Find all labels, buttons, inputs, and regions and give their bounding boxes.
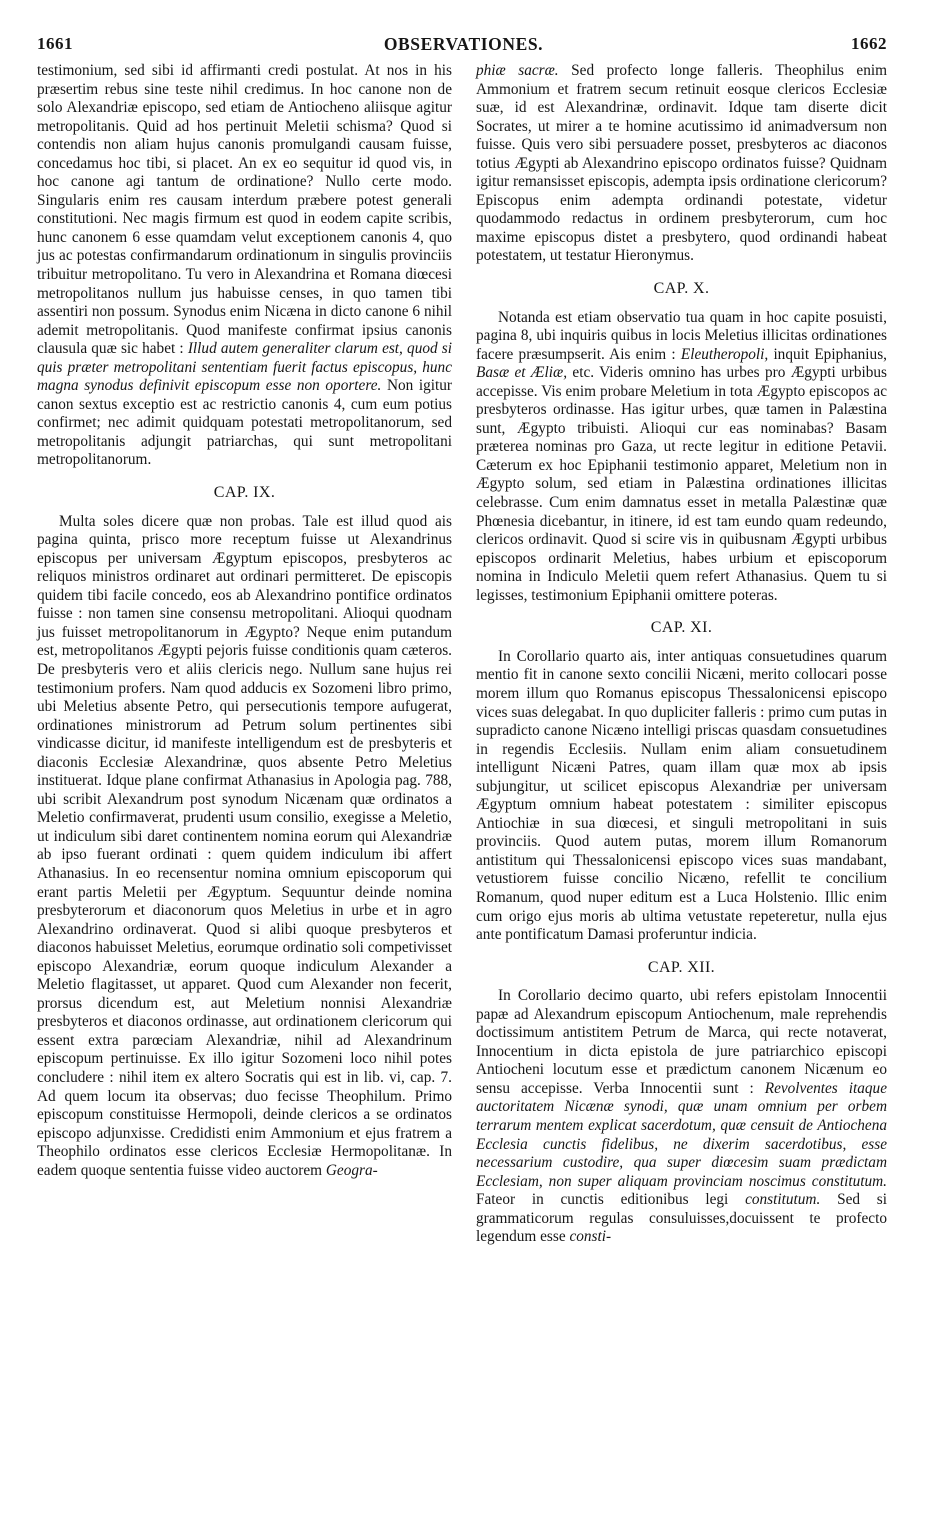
text-run: inquit Epiphanius, bbox=[773, 345, 887, 363]
italic-word: consti- bbox=[569, 1228, 612, 1246]
paragraph bbox=[37, 513, 452, 1181]
chapter-heading: CAP. IX. bbox=[213, 484, 276, 502]
left-column bbox=[37, 62, 452, 1180]
chapter-heading: CAP. XI. bbox=[650, 619, 713, 637]
italic-word: Eleutheropoli, bbox=[680, 345, 769, 363]
paragraph bbox=[37, 62, 452, 470]
text-run: Sed si grammaticorum regulas consuluisses,docuissent te profecto legendum esse bbox=[476, 1191, 888, 1246]
page-number-right: 1662 bbox=[851, 34, 887, 53]
chapter-heading: CAP. XII. bbox=[647, 958, 716, 976]
paragraph bbox=[476, 648, 887, 945]
italic-word: Basæ et Æliæ, bbox=[476, 364, 568, 382]
text-run: testimonium, sed sibi id affirmanti credi postulat. At nos in his præsertim rebus sine teste nihil credimus. In hoc canone non de solo Alexandriæ episcopo, sed etiam de Antiocheno aliisque agitur metropolitanis. Quid ad hos pertinuit Meletii schisma? Quod si contendis non aliam hujus canonis promulgandi causam fuisse, concedamus hoc tibi, si placet. An ex eo sequitur id quod vis, in hoc canone agi tantum de ordinatione? Nullo certe modo. Singularis enim res causam interdum præbere potest generali constitutioni. Nec magis firmum est quod in eodem capite scribis, hunc canonem 6 esse quamdam velut exceptionem canonis 4, quo jus ac potestas confirmandarum ordinationum in singulis provinciis tribuitur metropolitano. Tu vero in Alexandrina et Romana diœcesi metropolitanos nullum jus habuisse censes, in quo tamen tibi assentiri non possum. Synodus enim Nicæna in dicto canone 6 nihil ademit metropolitanis. Quod manifeste confirmat ipsius canonis clausula quæ sic habet : bbox=[37, 62, 452, 358]
italic-word: constitutum. bbox=[745, 1191, 821, 1209]
italic-quote: Revolventes itaque auctoritatem Nicænæ synodi, quæ unam omnium per orbem terrarum mentem explicat sacerdotum, quæ censuit de Antiochena Ecclesia cunctis fidelibus, ne dixerim sacerdotibus, esse necessarium custodire, qua super diœcesim suam prædictam Ecclesiam, non super aliquam provinciam noscimus constitutum. bbox=[476, 1079, 887, 1190]
chapter-heading: CAP. X. bbox=[653, 280, 710, 298]
paragraph bbox=[476, 62, 887, 266]
paragraph bbox=[476, 987, 887, 1247]
right-column bbox=[476, 62, 887, 1247]
paragraph bbox=[476, 309, 887, 606]
italic-word: phiæ sacræ. bbox=[476, 62, 559, 79]
text-run: In Corollario decimo quarto, ubi refers epistolam Innocentii papæ ad Alexandrum episcopum Antiochenum, male reprehendis doctissimum antistitem Petrum de Marca, qui recte notaverat, Innocentium in dicta epistola de jure patriarchico episcopi Antiocheni locutum esse et prædictum canonem Nicænum eo sensu accepisse. Verba Innocentii sunt : bbox=[476, 987, 887, 1097]
italic-word: Geogra- bbox=[325, 1161, 378, 1179]
text-run: Multa soles dicere quæ non probas. Tale est illud quod ais pagina quinta, prisco more receptum fuisse ut Alexandrinus episcopus per universam Ægyptum episcopos, presbyteros ac reliquos ministros ordinaret aut ordinari permitteret. De episcopis quidem tibi facile concedo, eos ab Alexandrino pontifice ordinatos fuisse : non tamen sine consensu metropolitani. Alioqui quodnam jus fuisset metropolitanorum in Ægypto? Neque enim putandum est, metropolitanos Ægypti pejoris fuisse conditionis quam cæteros. De presbyteris vero et aliis clericis nego. Nullum sane hujus rei testimonium profers. Nam quod adducis ex Sozomeni libro primo, ubi Meletius absente Petro, qui persecutionis tempore aufugerat, ordinationes ministrorum ad Petrum solum pertinentes sibi vindicasse dicitur, id manifeste intelligendum est de presbyteris et diaconis Ecclesiæ Alexandrinæ, quos absente Petro Meletius instituerat. Idque plane confirmat Athanasius in Apologia pag. 788, ubi scribit Alexandrum post synodum Nicænam quæ ordinatos a Meletio confirmaverat, prudenti usum consilio, exegisse a Meletio, ut indiculum sibi daret continentem nomina eorum qui Alexandriæ ab ipso fuerant ordinati : quem quidem indiculum ibi affert Athanasius. In eo recensentur nomina omnium episcoporum qui erant partis Meletii per Ægyptum. Sequuntur deinde nomina presbyterorum et diaconorum quos Meletius in urbe et in agro Alexandrino ordinaverat. Quod si alibi quoque presbyteros et diaconos habuisset Meletius, eorumque ordinatio soli competivisset episcopo Alexandriæ, eorum quoque indiculum Alexander a Meletio flagitasset, ut apparet. Quod cum Alexander non fecerit, prorsus dicendum est, aut Meletium nonnisi Alexandriæ presbyteros et diaconos ordinasse, aut ordinationem clericorum qui essent extra parœciam Alexandriæ, nihil ad Alexandrinum episcopum pertinuisse. Ex illo igitur Sozomeni loco nihil potes concludere : nihil item ex altero Socratis qui est in lib. vi, cap. 7. Ad quem locum ita observas; duo fecisse Theophilum. Primo episcopum constituisse Hermopoli, deinde clericos a se ordinatos episcopo adjunxisse. Credidisti enim Ammonium et ejus fratrem a Theophilo ordinatos esse clericos Ecclesiæ Hermopolitanæ. In eadem quoque sententia fuisse video auctorem bbox=[37, 512, 452, 1179]
text-run: Notanda est etiam observatio tua quam in hoc capite posuisti, pagina 8, ubi inquiris quibus in locis Meletius illicitas ordinationes facere præsumpserit. Ais enim : bbox=[476, 308, 887, 363]
text-run: Sed profecto longe falleris. Theophilus enim Ammonium et fratrem secum retinuit eosque clericos Ecclesiæ suæ, id est Alexandrinæ, ordinavit. Idque tam diserte dicit Socrates, ut mirer a te homine acutissimo id animadversum non fuisse. Quis vero sibi persuadere posset, presbyteros ac diaconos totius Ægypti ab Alexandrino episcopo ordinatos fuisse? Quidnam igitur remansisset episcopis, adempta ipsis ordinatione clericorum? Episcopus enim adempta ordinandi potestate, videtur quodammodo redactus in ordinem presbyterorum, cum hoc maxime episcopus distet a presbytero, quod ordinandi habeat potestatem, ut testatur Hieronymus. bbox=[476, 62, 888, 265]
page-number-left: 1661 bbox=[37, 34, 73, 53]
running-title: OBSERVATIONES. bbox=[383, 34, 544, 54]
text-run: Fateor in cunctis editionibus legi bbox=[476, 1191, 729, 1209]
text-run: In Corollario quarto ais, inter antiquas consuetudines quarum mentio fit in canone sexto concilii Nicæni, merito collocari posse morem illum quo Romanus episcopus Thessalonicensi episcopo vices suas delegabat. In quo dupliciter falleris : primo cum putas in supradicto canone Nicæno intelligi priscas quasdam consuetudines in regendis Ecclesiis. Nullam enim aliam consuetudinem intelligunt Nicæni Patres, quam illam quæ mox ab ipsis subjungitur, ut scilicet episcopus Alexandriæ per universam Ægyptum omnium habeat potestatem : similiter episcopus Antiochiæ in sua diœcesi, et singuli metropolitani in suis provinciis. Quod autem putas, morem illum Romanorum antistitum qui Thessalonicensi episcopo vices suas mandabant, vetustiorem fuisse concilio Nicæno, refellit te concilium Romanum, quod nuper editum est a Luca Holstenio. Illic enim cum origo ejus moris ab ultima vetustate repeteretur, nulla ejus ante pontificatum Damasi proferuntur indicia. bbox=[476, 647, 887, 944]
text-run: etc. Videris omnino has urbes pro Ægypti urbibus accepisse. Vis enim probare Meletium in tota Ægypto episcopos ac presbyteros ordinasse. Has igitur urbes, quæ tamen in Palæstina sunt, Ægypto tribuisti. Alioqui cur eas nominabas? Basam præterea nominas pro Gaza, ut recte legitur in editione Petavii. Cæterum ex hoc Epiphanii testimonio apparet, Meletium non in Ægypto solum, sed etiam in Palæstina ordinationes illicitas celebrasse. Cum enim damnatus esset in metalla Palæstinæ quæ Phœnesia dicebantur, in itinere, id est tam eundo quam redeundo, clericos ordinavit. Quod si scire vis in quibusnam Ægypti urbibus episcopos ordinarit Meletius, habes urbium et episcoporum nomina in Indiculo Meletii quem refert Athanasius. Quem tu si legisses, testimonium Epiphanii omittere poteras. bbox=[476, 364, 888, 604]
text-run: Non igitur canon sextus exceptio est ac restrictio canonis 4, cum eum potius confirmet; nec adimit quidquam potestati metropolitanorum, sed metropolitanis adjungit patriarchas, qui sunt metropolitani metropolitanorum. bbox=[37, 377, 453, 469]
italic-quote: Illud autem generaliter clarum est, quod si quis præter metropolitani sententiam fuerit factus episcopus, hunc magna synodus definivit episcopum esse non oportere. bbox=[37, 340, 453, 395]
